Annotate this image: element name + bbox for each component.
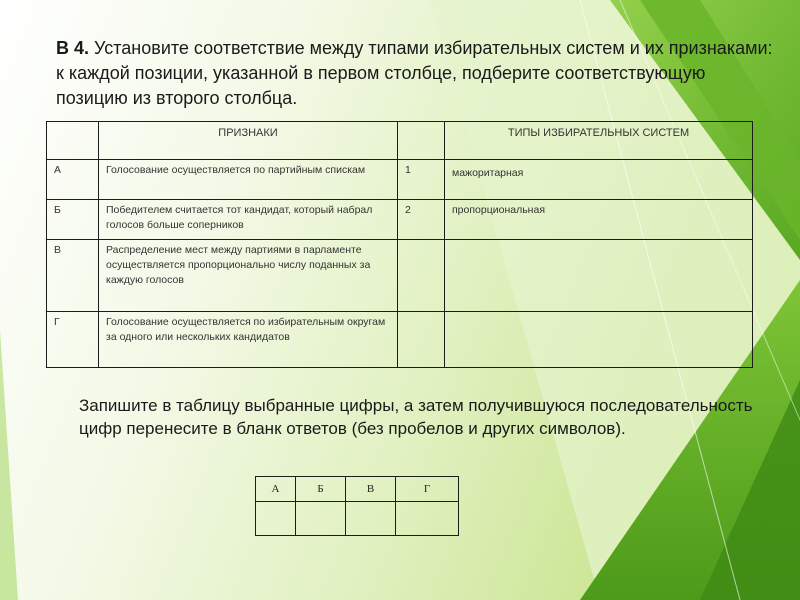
row-number: 1 [398,160,445,200]
table-row [47,240,753,312]
answer-header-b: Б [296,477,346,502]
header-features: ПРИЗНАКИ [99,122,398,160]
answer-cell-v[interactable] [346,502,396,536]
row-letter: А [47,160,99,200]
answer-cell-g[interactable] [396,502,459,536]
table-row [47,200,753,240]
table-row [47,160,753,200]
row-letter: В [47,240,99,312]
answer-header-a: А [256,477,296,502]
question-number: В 4. [56,38,90,58]
row-type [445,312,753,368]
table-row [47,312,753,368]
row-number: 2 [398,200,445,240]
row-type [445,240,753,312]
answer-header-g: Г [396,477,459,502]
row-type: мажоритарная [445,160,753,200]
row-number [398,240,445,312]
question-body: Установите соответствие между типами избирательных систем и их признаками: к каждой позиции, указанной в первом столбце, подберите соответствующую позицию из второго столбца. [56,38,773,108]
header-types: ТИПЫ ИЗБИРАТЕЛЬНЫХ СИСТЕМ [445,122,753,160]
instruction-text: Запишите в таблицу выбранные цифры, а затем получившуюся последовательность цифр перенесите в бланк ответов (без пробелов и других символов). [79,396,753,438]
row-letter: Б [47,200,99,240]
row-feature: Голосование осуществляется по партийным спискам [99,160,398,200]
table-header-row [47,122,753,160]
matching-table [46,121,753,368]
answer-table [255,476,459,536]
question-text [56,36,776,111]
answer-input-row [256,502,459,536]
row-feature: Распределение мест между партиями в парламенте осуществляется пропорционально числу поданных за каждую голосов [99,240,398,312]
row-type: пропорциональная [445,200,753,240]
answer-cell-a[interactable] [256,502,296,536]
row-feature: Победителем считается тот кандидат, который набрал голосов больше соперников [99,200,398,240]
answer-cell-b[interactable] [296,502,346,536]
row-feature: Голосование осуществляется по избирательным округам за одного или нескольких кандидатов [99,312,398,368]
answer-header-row [256,477,459,502]
row-letter: Г [47,312,99,368]
row-number [398,312,445,368]
answer-header-v: В [346,477,396,502]
